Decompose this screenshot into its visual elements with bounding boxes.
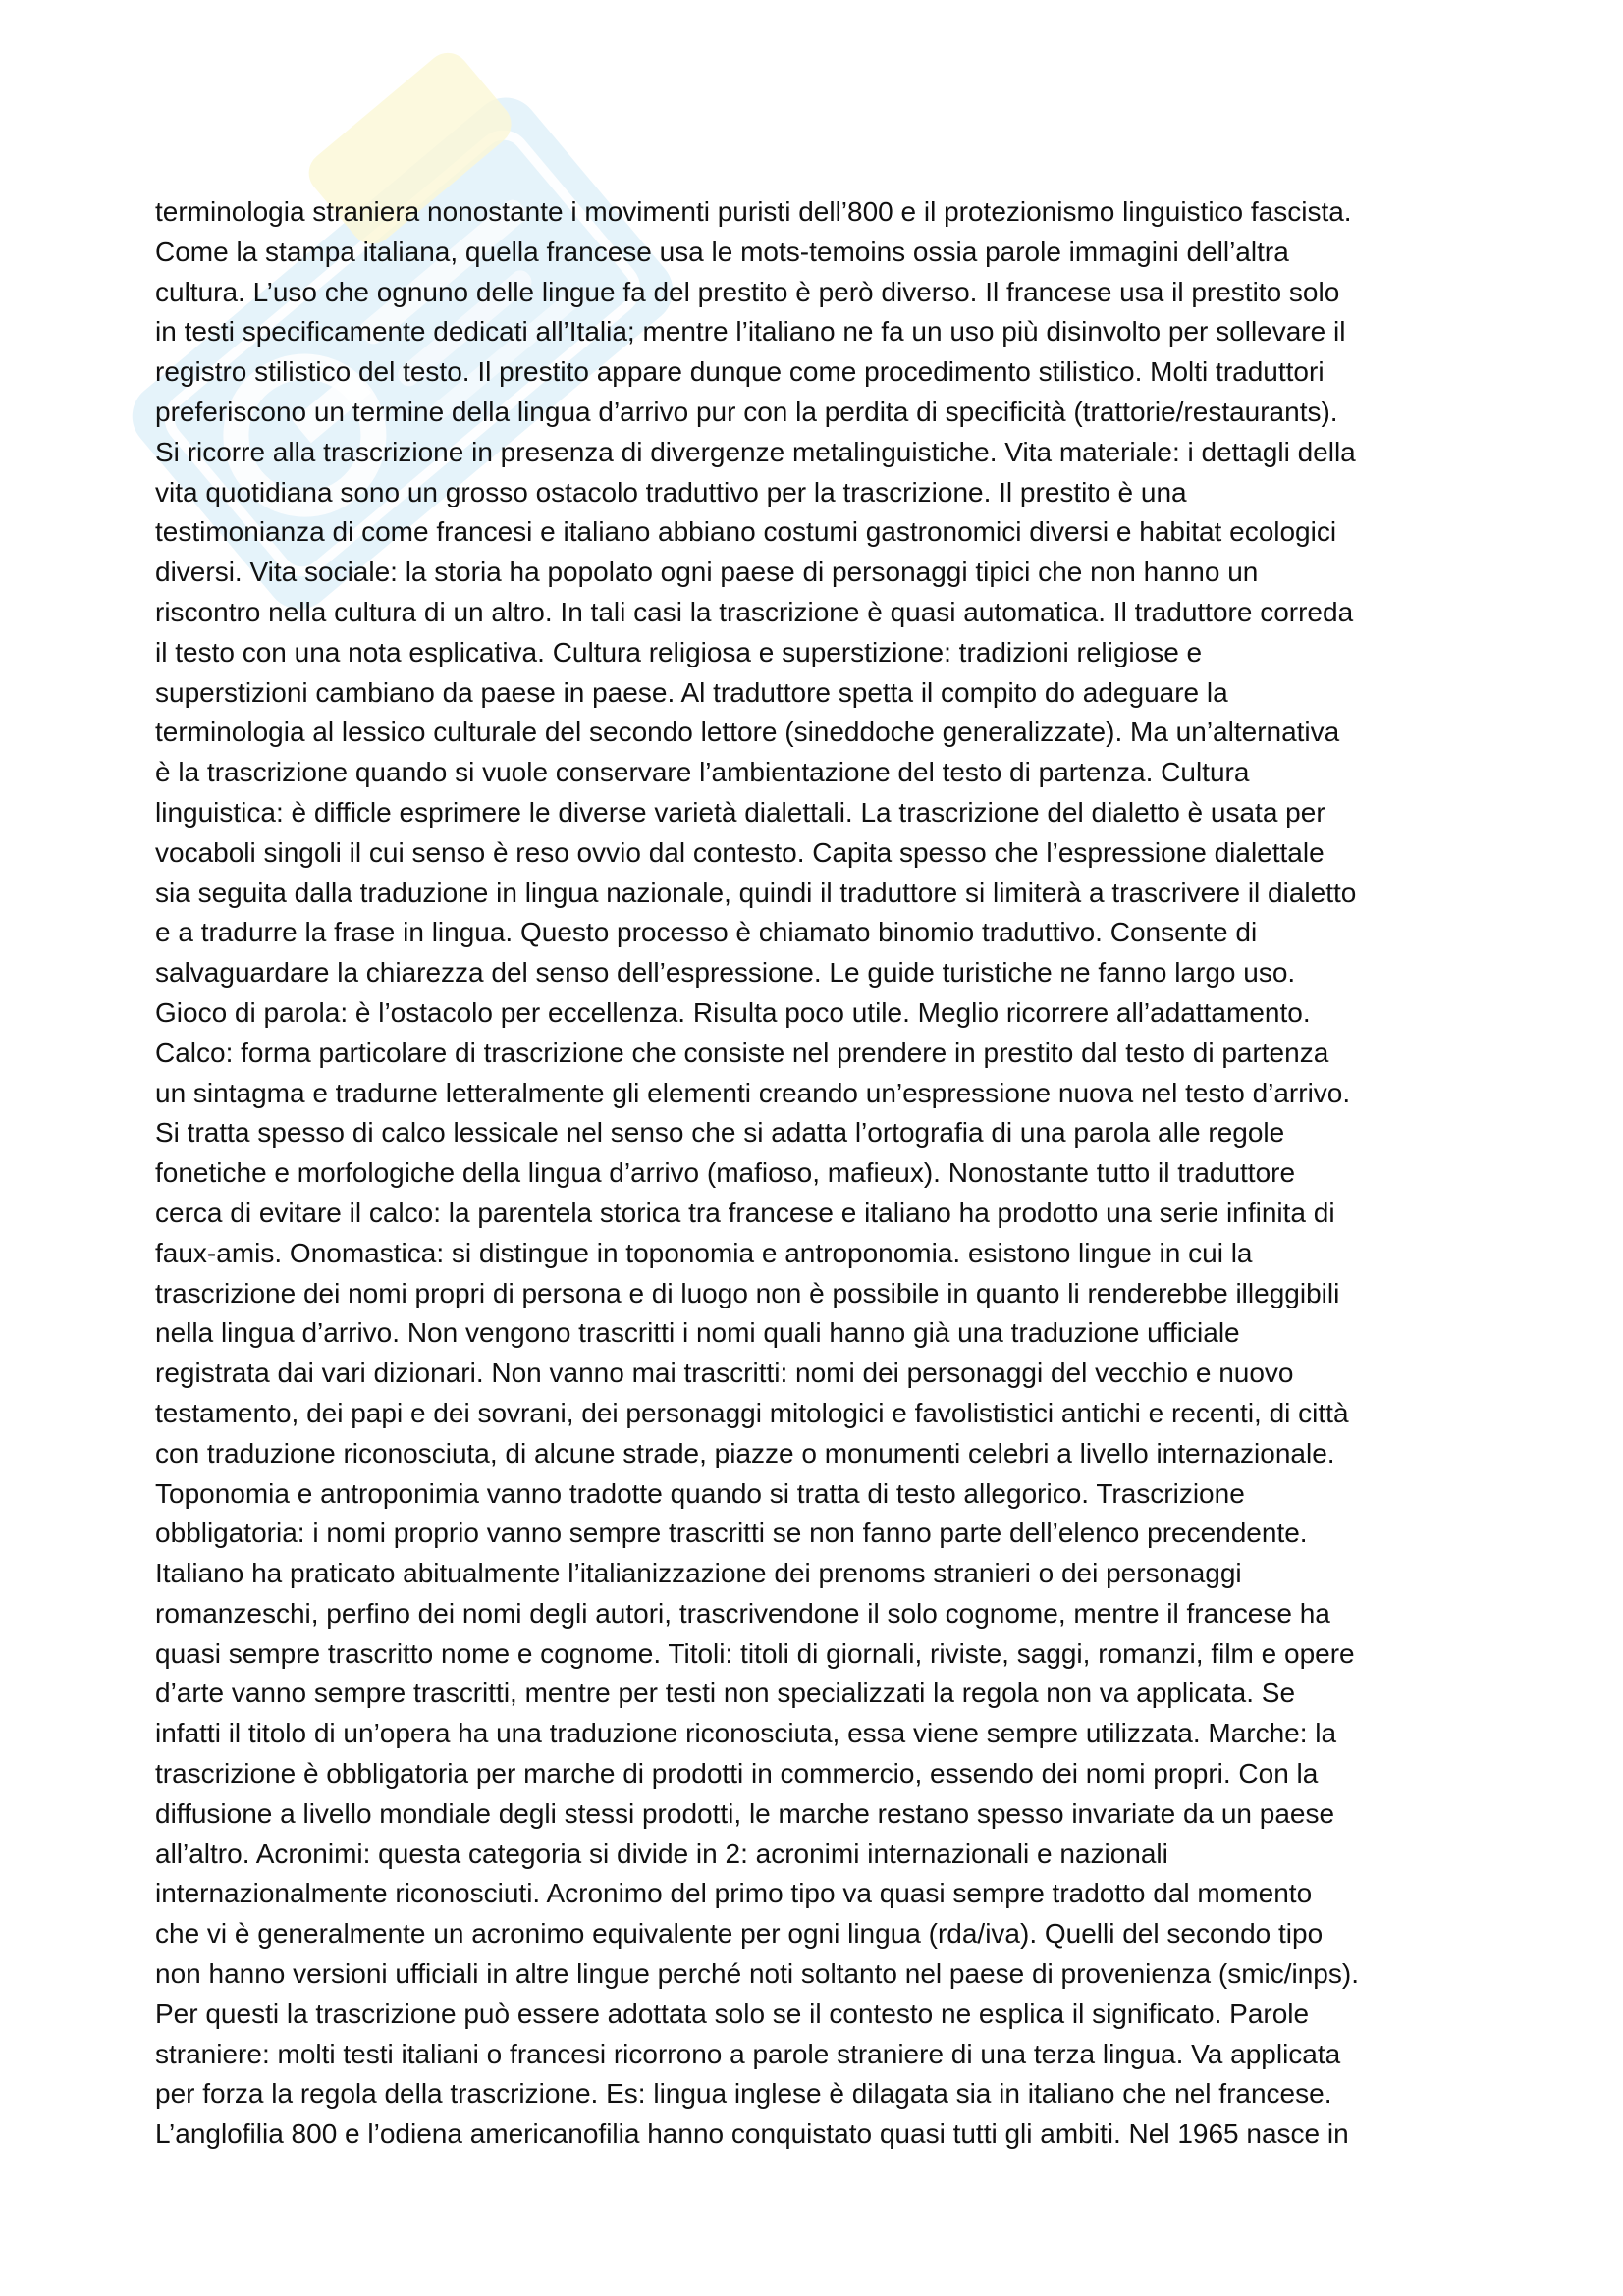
text-line: che vi è generalmente un acronimo equivalente per ogni lingua (rda/iva). Quelli del secondo tipo [155, 1918, 1324, 1949]
text-line: fonetiche e morfologiche della lingua d’arrivo (mafioso, mafieux). Nonostante tutto il traduttore [155, 1157, 1296, 1189]
text-line: Si tratta spesso di calco lessicale nel senso che si adatta l’ortografia di una parola alle regole [155, 1117, 1285, 1148]
text-line: Calco: forma particolare di trascrizione che consiste nel prendere in prestito dal testo di partenza [155, 1037, 1329, 1068]
text-line: faux-amis. Onomastica: si distingue in toponomia e antroponomia. esistono lingue in cui la [155, 1237, 1253, 1268]
text-line: linguistica: è difficle esprimere le diverse varietà dialettali. La trascrizione del dialetto è usata per [155, 796, 1325, 828]
text-line: trascrizione è obbligatoria per marche di prodotti in commercio, essendo dei nomi propri. Con la [155, 1758, 1319, 1789]
text-line: Toponomia e antroponimia vanno tradotte quando si tratta di testo allegorico. Trascrizione [155, 1477, 1245, 1509]
text-line: registrata dai vari dizionari. Non vanno mai trascritti: nomi dei personaggi del vecchio e nuovo [155, 1358, 1294, 1389]
text-line: terminologia straniera nonostante i movimenti puristi dell’800 e il protezionismo linguistico fascista. [155, 196, 1352, 227]
text-line: quasi sempre trascritto nome e cognome. Titoli: titoli di giornali, riviste, saggi, romanzi, film e opere [155, 1637, 1355, 1669]
text-line: nella lingua d’arrivo. Non vengono trascritti i nomi quali hanno già una traduzione ufficiale [155, 1317, 1240, 1349]
text-line: straniere: molti testi italiani o francesi ricorrono a parole straniere di una terza lingua. Va applicata [155, 2038, 1341, 2069]
text-line: internazionalmente riconosciuti. Acronimo del primo tipo va quasi sempre tradotto dal momento [155, 1878, 1313, 1909]
text-line: un sintagma e tradurne letteralmente gli elementi creando un’espressione nuova nel testo d’arrivo. [155, 1077, 1351, 1108]
text-line: obbligatoria: i nomi proprio vanno sempre trascritti se non fanno parte dell’elenco precendente. [155, 1518, 1308, 1549]
text-line: Italiano ha praticato abitualmente l’italianizzazione dei prenoms stranieri o dei personaggi [155, 1558, 1242, 1589]
text-line: testimonianza di come francesi e italiano abbiano costumi gastronomici diversi e habitat ecologici [155, 516, 1337, 548]
body-text [155, 192, 1490, 2155]
text-line: diversi. Vita sociale: la storia ha popolato ogni paese di personaggi tipici che non hanno un [155, 557, 1259, 588]
text-line: terminologia al lessico culturale del secondo lettore (sineddoche generalizzate). Ma un’alternativa [155, 717, 1340, 748]
text-line: Per questi la trascrizione può essere adottata solo se il contesto ne esplica il significato. Parole [155, 1998, 1310, 2029]
text-line: sia seguita dalla traduzione in lingua nazionale, quindi il traduttore si limiterà a trascrivere il dialetto [155, 877, 1357, 908]
text-line: non hanno versioni ufficiali in altre lingue perché noti soltanto nel paese di provenienza (smic/inps). [155, 1958, 1359, 1990]
text-line: in testi specificamente dedicati all’Italia; mentre l’italiano ne fa un uso più disinvolto per sollevare il [155, 316, 1346, 347]
text-line: d’arte vanno sempre trascritti, mentre per testi non specializzati la regola non va applicata. Se [155, 1678, 1296, 1709]
text-line: e a tradurre la frase in lingua. Questo processo è chiamato binomio traduttivo. Consente di [155, 917, 1258, 948]
text-line: cerca di evitare il calco: la parentela storica tra francese e italiano ha prodotto una serie infinita di [155, 1197, 1335, 1228]
text-line: diffusione a livello mondiale degli stessi prodotti, le marche restano spesso invariate da un paese [155, 1797, 1335, 1829]
text-line: testamento, dei papi e dei sovrani, dei personaggi mitologici e favolististici antichi e recenti, di città [155, 1397, 1349, 1428]
text-line: salvaguardare la chiarezza del senso dell’espressione. Le guide turistiche ne fanno largo uso. [155, 957, 1296, 988]
text-line: registro stilistico del testo. Il prestito appare dunque come procedimento stilistico. Molti traduttori [155, 356, 1325, 388]
text-line: L’anglofilia 800 e l’odiena americanofilia hanno conquistato quasi tutti gli ambiti. Nel 1965 nasce in [155, 2118, 1349, 2150]
text-line: il testo con una nota esplicativa. Cultura religiosa e superstizione: tradizioni religiose e [155, 636, 1203, 667]
text-line: superstizioni cambiano da paese in paese. Al traduttore spetta il compito do adeguare la [155, 676, 1228, 708]
text-line: Si ricorre alla trascrizione in presenza di divergenze metalinguistiche. Vita materiale: i dettagli della [155, 436, 1356, 467]
text-line: per forza la regola della trascrizione. Es: lingua inglese è dilagata sia in italiano che nel francese. [155, 2078, 1332, 2109]
text-line: riscontro nella cultura di un altro. In tali casi la trascrizione è quasi automatica. Il traduttore correda [155, 596, 1354, 627]
text-line: vita quotidiana sono un grosso ostacolo traduttivo per la trascrizione. Il prestito è una [155, 476, 1187, 507]
text-line: all’altro. Acronimi: questa categoria si divide in 2: acronimi internazionali e nazionali [155, 1838, 1168, 1869]
text-line: è la trascrizione quando si vuole conservare l’ambientazione del testo di partenza. Cultura [155, 757, 1250, 788]
text-line: Gioco di parola: è l’ostacolo per eccellenza. Risulta poco utile. Meglio ricorrere all’adattamento. [155, 996, 1311, 1028]
text-line: con traduzione riconosciuta, di alcune strade, piazze o monumenti celebri a livello internazionale. [155, 1437, 1335, 1468]
text-line: Come la stampa italiana, quella francese usa le mots-temoins ossia parole immagini dell’altra [155, 236, 1289, 267]
text-line: romanzeschi, perfino dei nomi degli autori, trascrivendone il solo cognome, mentre il francese ha [155, 1597, 1330, 1629]
text-line: vocaboli singoli il cui senso è reso ovvio dal contesto. Capita spesso che l’espressione dialettale [155, 836, 1325, 868]
text-line: trascrizione dei nomi propri di persona e di luogo non è possibile in quanto li renderebbe illeggibili [155, 1277, 1340, 1308]
text-line: infatti il titolo di un’opera ha una traduzione riconosciuta, essa viene sempre utilizzata. Marche: la [155, 1718, 1337, 1749]
text-line: cultura. L’uso che ognuno delle lingue fa del prestito è però diverso. Il francese usa il prestito solo [155, 276, 1340, 307]
text-line: preferiscono un termine della lingua d’arrivo pur con la perdita di specificità (trattorie/restaurants). [155, 396, 1338, 427]
